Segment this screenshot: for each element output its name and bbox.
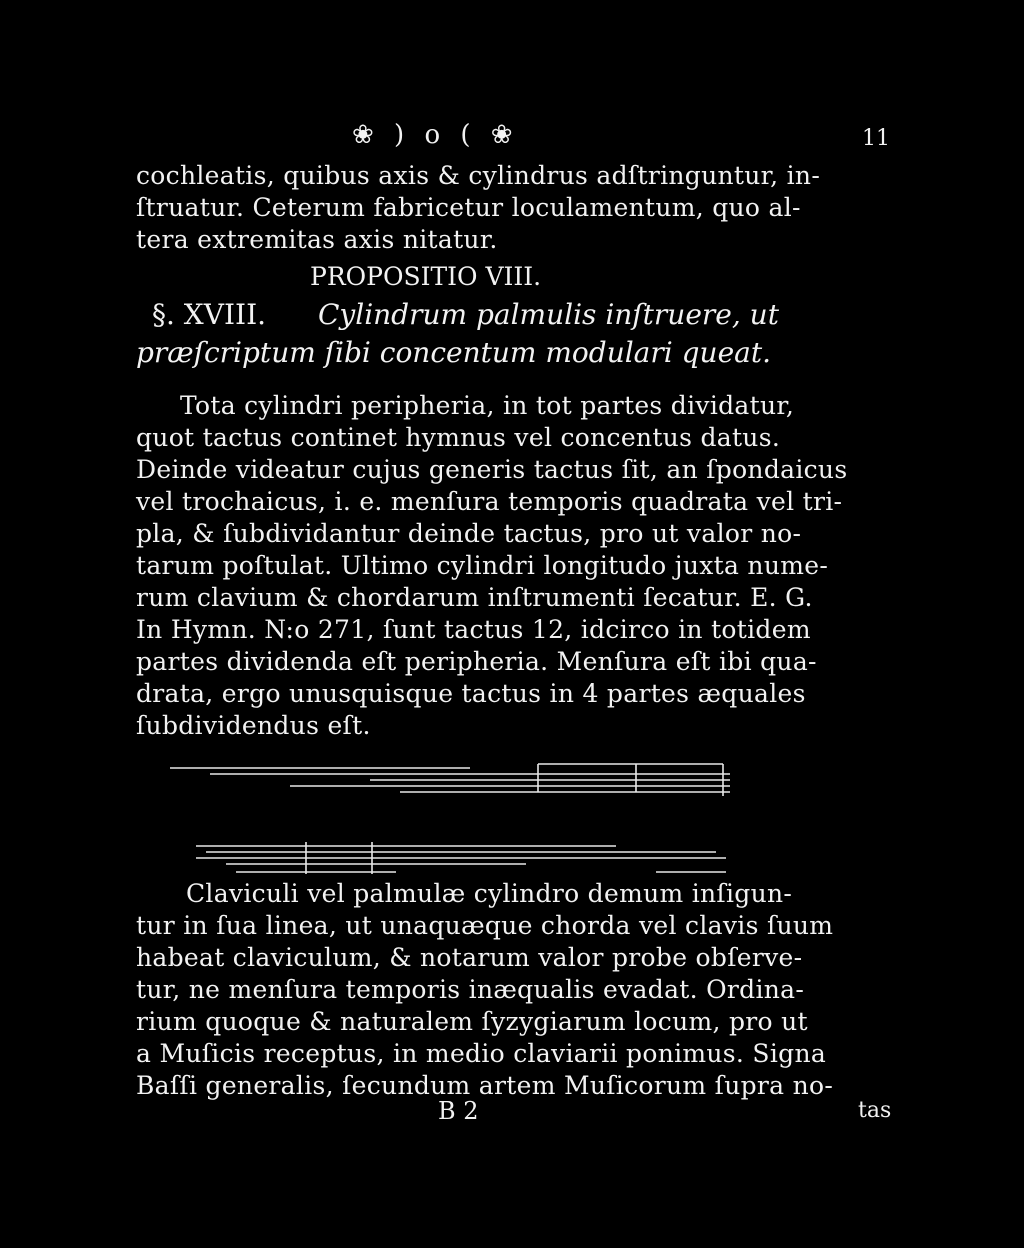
section-title-line2: præſcriptum ſibi concentum modulari queat. xyxy=(136,336,771,369)
running-head-ornament: ❀ ) o ( ❀ xyxy=(352,120,519,150)
proposition-heading: PROPOSITIO VIII. xyxy=(310,262,542,291)
text-line: ſubdividendus eſt. xyxy=(136,711,371,740)
text-line: cochleatis, quibus axis & cylindrus adſtringuntur, in- xyxy=(136,161,821,190)
catchword: tas xyxy=(858,1098,892,1123)
staff-diagram-upper xyxy=(170,760,740,800)
text-line: quot tactus continet hymnus vel concentus datus. xyxy=(136,423,781,452)
text-line: tera extremitas axis nitatur. xyxy=(136,225,498,254)
text-line: Tota cylindri peripheria, in tot partes dividatur, xyxy=(180,391,795,420)
text-line: pla, & ſubdividantur deinde tactus, pro ut valor no- xyxy=(136,519,802,548)
text-line: Claviculi vel palmulæ cylindro demum inſigun- xyxy=(186,879,793,908)
text-line: ſtruatur. Ceterum fabricetur loculamentum, quo al- xyxy=(136,193,801,222)
text-line: rum clavium & chordarum inſtrumenti ſecatur. E. G. xyxy=(136,583,813,612)
text-line: drata, ergo unusquisque tactus in 4 partes æquales xyxy=(136,679,806,708)
text-line: tarum poſtulat. Ultimo cylindri longitudo juxta nume- xyxy=(136,551,829,580)
text-line: In Hymn. N:o 271, ſunt tactus 12, idcirco in totidem xyxy=(136,615,811,644)
signature-mark: B 2 xyxy=(438,1097,479,1125)
text-line: tur in ſua linea, ut unaquæque chorda vel clavis ſuum xyxy=(136,911,834,940)
section-title-line1: Cylindrum palmulis inſtruere, ut xyxy=(318,298,779,331)
text-line: Baſſi generalis, ſecundum artem Muſicorum ſupra no- xyxy=(136,1071,834,1100)
staff-diagram-lower xyxy=(196,840,736,880)
text-line: vel trochaicus, i. e. menſura temporis quadrata vel tri- xyxy=(136,487,843,516)
text-line: Deinde videatur cujus generis tactus ſit, an ſpondaicus xyxy=(136,455,848,484)
text-line: habeat claviculum, & notarum valor probe obſerve- xyxy=(136,943,803,972)
text-line: partes dividenda eſt peripheria. Menſura eſt ibi qua- xyxy=(136,647,817,676)
section-number: §. XVIII. xyxy=(152,298,267,331)
text-line: rium quoque & naturalem ſyzygiarum locum, pro ut xyxy=(136,1007,808,1036)
text-line: tur, ne menſura temporis inæqualis evadat. Ordina- xyxy=(136,975,805,1004)
text-line: a Muſicis receptus, in medio claviarii ponimus. Signa xyxy=(136,1039,827,1068)
page-number: 11 xyxy=(862,126,890,151)
